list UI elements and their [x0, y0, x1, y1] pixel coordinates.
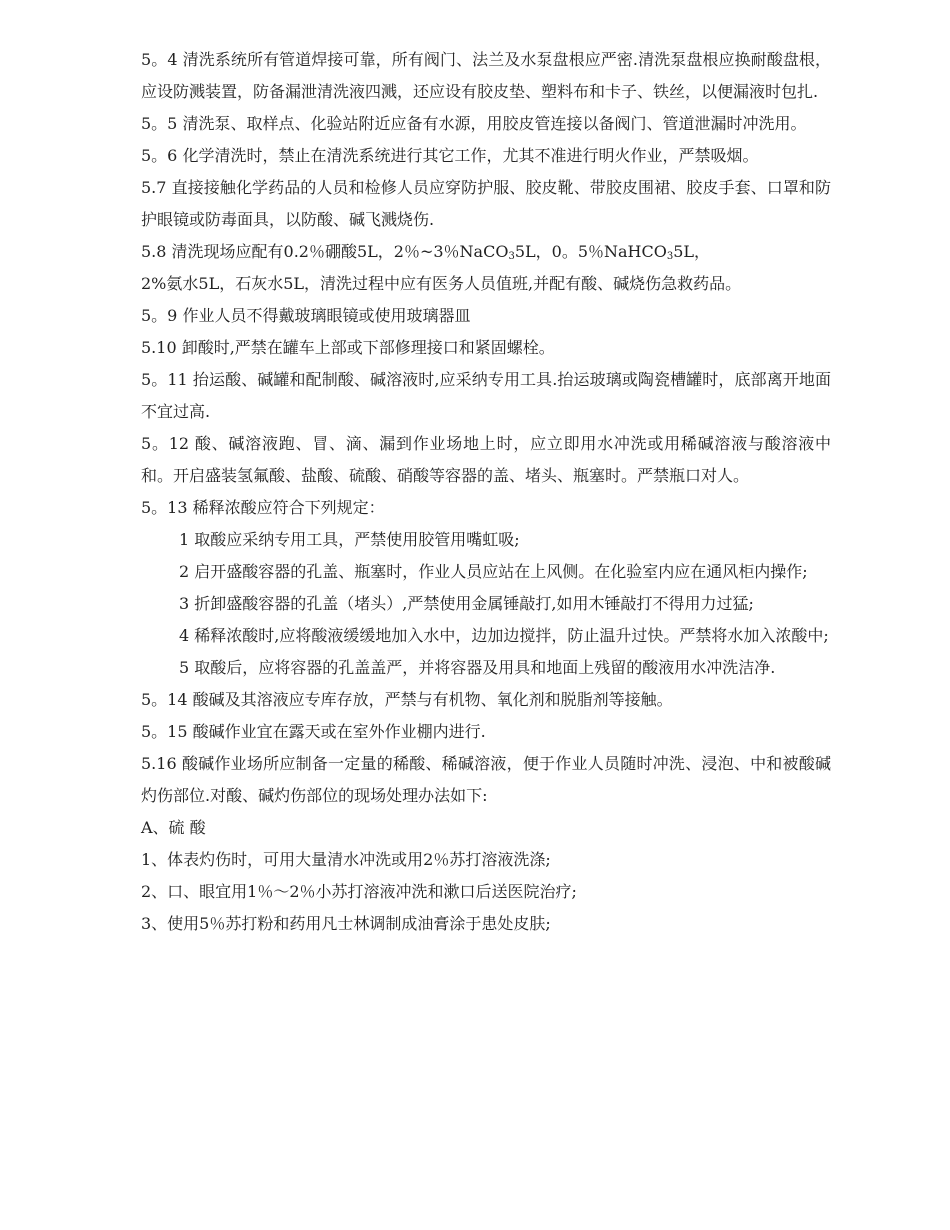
- document-body: [141, 44, 831, 940]
- section-a-item-1: 1、体表灼伤时，可用大量清水冲洗或用2％苏打溶液洗涤;: [141, 850, 551, 869]
- clause-5-8-line-1: [141, 236, 831, 268]
- clause-5-15: 5。15 酸碱作业宜在露天或在室外作业棚内进行.: [141, 722, 486, 741]
- clause-5-13-item-5: 5 取酸后，应将容器的孔盖盖严，并将容器及用具和地面上残留的酸液用水冲洗洁净.: [179, 658, 776, 677]
- clause-5-7: 5.7 直接接触化学药品的人员和检修人员应穿防护服、胶皮靴、带胶皮围裙、胶皮手套、口罩和防护眼镜或防毒面具，以防酸、碱飞溅烧伤.: [141, 178, 831, 229]
- clause-5-5: 5。5 清洗泵、取样点、化验站附近应备有水源，用胶皮管连接以备阀门、管道泄漏时冲洗用。: [141, 114, 807, 133]
- clause-5-6: 5。6 化学清洗时，禁止在清洗系统进行其它工作，尤其不准进行明火作业，严禁吸烟。: [141, 146, 759, 165]
- section-a-heading: A、硫 酸: [141, 818, 206, 837]
- clause-5-12: 5。12 酸、碱溶液跑、冒、滴、漏到作业场地上时，应立即用水冲洗或用稀碱溶液与酸溶液中和。开启盛装氢氟酸、盐酸、硫酸、硝酸等容器的盖、堵头、瓶塞时。严禁瓶口对人。: [141, 434, 831, 485]
- clause-5-8-mid: 5L，0。5％NaHCO: [514, 242, 667, 261]
- clause-5-10: 5.10 卸酸时,严禁在罐车上部或下部修理接口和紧固螺栓。: [141, 338, 555, 357]
- clause-5-4: 5。4 清洗系统所有管道焊接可靠，所有阀门、法兰及水泵盘根应严密.清洗泵盘根应换耐酸盘根，应设防溅装置，防备漏泄清洗液四溅，还应设有胶皮垫、塑料布和卡子、铁丝，以便漏液时包扎.: [141, 50, 831, 101]
- clause-5-13: 5。13 稀释浓酸应符合下列规定：: [141, 498, 385, 517]
- clause-5-14: 5。14 酸碱及其溶液应专库存放，严禁与有机物、氧化剂和脱脂剂等接触。: [141, 690, 673, 709]
- clause-5-9: 5。9 作业人员不得戴玻璃眼镜或使用玻璃器皿: [141, 306, 471, 325]
- clause-5-13-item-3: 3 折卸盛酸容器的孔盖（堵头）,严禁使用金属锤敲打,如用木锤敲打不得用力过猛;: [179, 594, 754, 613]
- clause-5-8-prefix: 5.8 清洗现场应配有0.2％硼酸5L，2％~3％NaCO: [141, 242, 509, 261]
- clause-5-11: 5。11 抬运酸、碱罐和配制酸、碱溶液时,应采纳专用工具.抬运玻璃或陶瓷槽罐时，底部离开地面不宜过高.: [141, 370, 831, 421]
- clause-5-13-item-4: 4 稀释浓酸时,应将酸液缓缓地加入水中，边加边搅拌，防止温升过快。严禁将水加入浓酸中;: [179, 626, 829, 645]
- clause-5-16: 5.16 酸碱作业场所应制备一定量的稀酸、稀碱溶液，便于作业人员随时冲洗、浸泡、中和被酸碱灼伤部位.对酸、碱灼伤部位的现场处理办法如下:: [141, 754, 831, 805]
- clause-5-13-item-2: 2 启开盛酸容器的孔盖、瓶塞时，作业人员应站在上风侧。在化验室内应在通风柜内操作;: [179, 562, 808, 581]
- clause-5-8-suffix: 5L，: [673, 242, 711, 261]
- section-a-item-2: 2、口、眼宜用1％～2％小苏打溶液冲洗和漱口后送医院治疗;: [141, 882, 577, 901]
- subscript: 3: [666, 251, 674, 262]
- clause-5-13-item-1: 1 取酸应采纳专用工具，严禁使用胶管用嘴虹吸;: [179, 530, 520, 549]
- section-a-item-3: 3、使用5％苏打粉和药用凡士林调制成油膏涂于患处皮肤;: [141, 914, 551, 933]
- clause-5-8-line-2: 2%氨水5L，石灰水5L，清洗过程中应有医务人员值班,并配有酸、碱烧伤急救药品。: [141, 274, 742, 293]
- subscript: 3: [508, 251, 515, 262]
